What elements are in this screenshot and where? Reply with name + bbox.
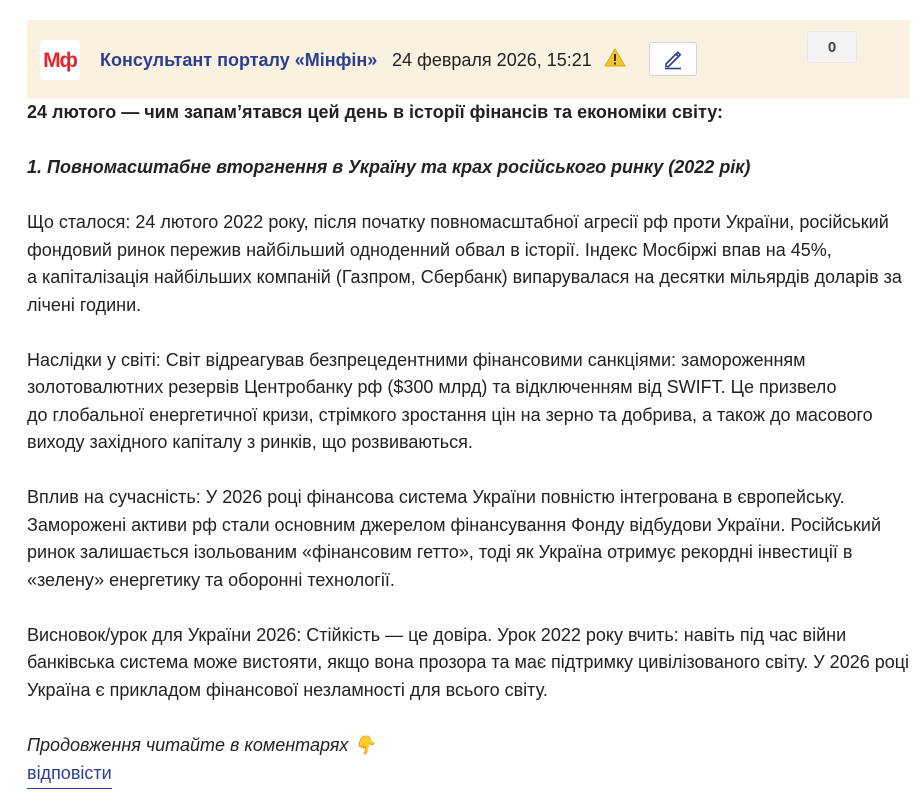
text-line: Заморожені активи рф стали основним джерелом фінансування Фонду відбудови України. Російський: [27, 514, 881, 535]
warning-icon[interactable]: [604, 47, 626, 69]
post-intro: 24 лютого — чим запам’ятався цей день в історії фінансів та економіки світу:: [27, 102, 723, 122]
text-line: банківська система може вистояти, якщо вона прозора та має підтримку цивілізованого світу. У 2026 році: [27, 652, 910, 672]
author-name[interactable]: Консультант порталу «Мінфін»: [100, 50, 378, 70]
text-line: виходу західного капіталу з ринків, що розвиваються.: [27, 432, 473, 452]
paragraph-conclusion: [27, 622, 912, 705]
minfin-logo: Мф: [43, 48, 77, 72]
text-line: лічені години.: [27, 294, 142, 315]
text-line: Що сталося: 24 лютого 2022 року, після початку повномасштабної агресії рф проти України, російський: [27, 212, 889, 232]
text-line: Вплив на сучасність: У 2026 році фінансова система України повністю інтегрована в європейську.: [27, 487, 845, 507]
text-line: до глобальної енергетичної кризи, стрімкого зростання цін на зерно та добрива, а також до масового: [27, 404, 873, 425]
post-date: 24 февраля 2026, 15:21: [392, 50, 592, 70]
section-title: 1. Повномасштабне вторгнення в Україну та крах російського ринку (2022 рік): [27, 157, 751, 177]
text-line: фондовий ринок пережив найбільший одноденний обвал в історії. Індекс Мосбіржі впав на 45%,: [27, 239, 832, 260]
text-line: ринок залишається ізольованим «фінансовим гетто», тоді як Україна отримує рекордні інвестиції в: [27, 542, 853, 562]
text-line: а капіталізація найбільших компаній (Газпром, Сбербанк) випарувалася на десятки мільярдів доларів за: [27, 267, 902, 287]
text-line: Наслідки у світі: Світ відреагував безпрецедентними фінансовими санкціями: замороженням: [27, 349, 806, 370]
paragraph-what-happened: [27, 209, 912, 319]
pencil-icon: [662, 48, 684, 70]
text-line: «зелену» енергетику та оборонні технології.: [27, 569, 395, 590]
reply-link[interactable]: відповісти: [27, 762, 112, 789]
paragraph-impact: [27, 484, 912, 594]
post-header: [27, 20, 910, 98]
vote-counter[interactable]: 0: [807, 31, 857, 63]
text-line: Висновок/урок для України 2026: Стійкість — це довіра. Урок 2022 року вчить: навіть під час війни: [27, 624, 847, 645]
author-avatar[interactable]: [40, 40, 80, 80]
edit-button[interactable]: [649, 42, 697, 76]
continue-note: Продовження читайте в коментарях 👇: [27, 734, 376, 755]
paragraph-consequences: [27, 347, 912, 457]
text-line: золотовалютних резервів Центробанку рф ($300 млрд) та відключенням від SWIFT. Це призвело: [27, 377, 837, 397]
text-line: Україна є прикладом фінансової незламності для всього світу.: [27, 679, 548, 700]
post-body: [27, 99, 912, 759]
